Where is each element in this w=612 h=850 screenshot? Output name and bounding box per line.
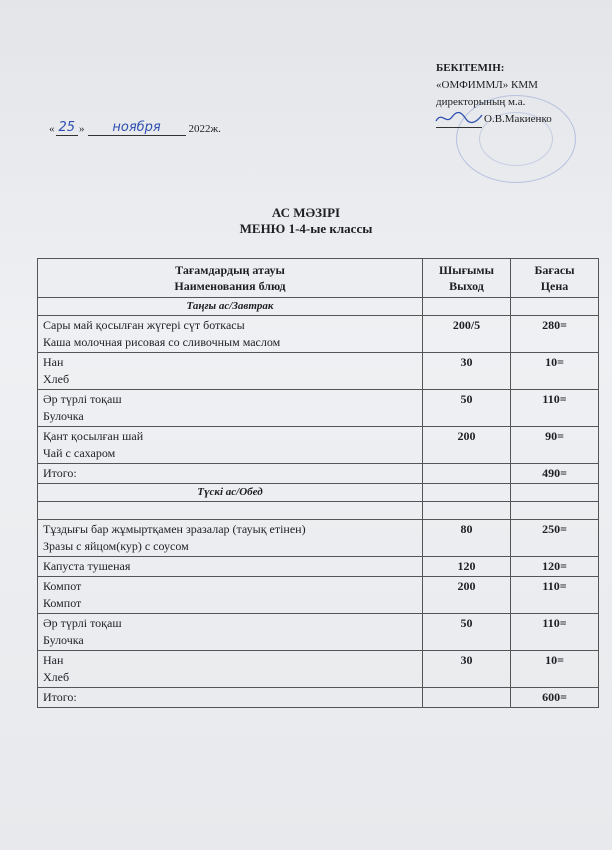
- table-row: [38, 427, 599, 464]
- title-line-ru: МЕНЮ 1-4-ые классы: [239, 221, 373, 236]
- total-row-breakfast: [38, 464, 599, 484]
- header-yield: [423, 259, 511, 298]
- table-header-row: [38, 259, 599, 298]
- dish-name-ru: Хлеб: [43, 372, 70, 386]
- date-open-quote: «: [49, 123, 55, 135]
- empty-cell: [38, 502, 423, 520]
- dish-price: 10=: [511, 353, 599, 390]
- header-yield-kz: Шығымы: [439, 263, 494, 277]
- total-label: Итого:: [38, 688, 423, 708]
- dish-yield: 50: [423, 390, 511, 427]
- dish-name-ru: Компот: [43, 596, 82, 610]
- dish-name-kz: Компот: [43, 579, 82, 593]
- dish-price: 120=: [511, 557, 599, 577]
- dish-name: [38, 390, 423, 427]
- header-price: [511, 259, 599, 298]
- dish-price: 280=: [511, 316, 599, 353]
- dish-yield: 200: [423, 427, 511, 464]
- dish-name: [38, 353, 423, 390]
- menu-table: [37, 258, 599, 708]
- dish-price: 90=: [511, 427, 599, 464]
- header-dish-name: [38, 259, 423, 298]
- table-row: [38, 390, 599, 427]
- dish-name: [38, 316, 423, 353]
- total-row-lunch: [38, 688, 599, 708]
- header-price-kz: Бағасы: [534, 263, 575, 277]
- dish-yield: 30: [423, 651, 511, 688]
- table-row: [38, 557, 599, 577]
- dish-name-ru: Хлеб: [43, 670, 70, 684]
- approval-signer: О.В.Макиенко: [484, 113, 552, 125]
- dish-yield: 30: [423, 353, 511, 390]
- date-close-quote: »: [79, 123, 85, 135]
- approval-heading: БЕКІТЕМІН:: [436, 62, 505, 74]
- dish-name-ru: Зразы с яйцом(кур) с соусом: [43, 539, 189, 553]
- dish-price: 10=: [511, 651, 599, 688]
- table-row: [38, 577, 599, 614]
- total-value: 600=: [511, 688, 599, 708]
- empty-cell: [423, 464, 511, 484]
- section-row-breakfast: [38, 298, 599, 316]
- total-label: Итого:: [38, 464, 423, 484]
- table-row: [38, 316, 599, 353]
- dish-name-kz: Қант қосылған шай: [43, 429, 144, 443]
- total-value: 490=: [511, 464, 599, 484]
- empty-cell: [511, 484, 599, 502]
- section-label-lunch: Түскі ас/Обед: [38, 484, 423, 502]
- dish-name-kz: Әр түрлі тоқаш: [43, 392, 122, 406]
- dish-name-kz: Нан: [43, 653, 64, 667]
- table-row: [38, 353, 599, 390]
- dish-name-kz: Нан: [43, 355, 64, 369]
- dish-price: 110=: [511, 577, 599, 614]
- approval-block: [436, 60, 606, 128]
- title-line-kz: АС МӘЗІРІ: [271, 205, 341, 220]
- dish-name: [38, 557, 423, 577]
- dish-name-kz: Капуста тушеная: [43, 559, 131, 573]
- dish-price: 110=: [511, 390, 599, 427]
- section-row-lunch: [38, 484, 599, 502]
- dish-yield: 50: [423, 614, 511, 651]
- document-date: [48, 120, 222, 136]
- header-yield-ru: Выход: [449, 279, 484, 293]
- empty-cell: [423, 298, 511, 316]
- table-row: [38, 614, 599, 651]
- empty-cell: [423, 484, 511, 502]
- spacer-row: [38, 502, 599, 520]
- dish-name: [38, 651, 423, 688]
- dish-name-kz: Әр түрлі тоқаш: [43, 616, 122, 630]
- header-price-ru: Цена: [540, 279, 569, 293]
- dish-name: [38, 577, 423, 614]
- empty-cell: [511, 298, 599, 316]
- dish-price: 110=: [511, 614, 599, 651]
- dish-name-ru: Каша молочная рисовая со сливочным маслом: [43, 335, 281, 349]
- section-label-breakfast: Таңғы ас/Завтрак: [38, 298, 423, 316]
- menu-title: [0, 205, 612, 237]
- header-dish-name-kz: Тағамдардың атауы: [175, 263, 285, 277]
- dish-name: [38, 520, 423, 557]
- approval-org: «ОМФИММЛ» КММ: [436, 79, 538, 91]
- empty-cell: [423, 502, 511, 520]
- dish-name-kz: Сары май қосылған жүгері сүт боткасы: [43, 318, 245, 332]
- handwritten-signature: [436, 113, 482, 128]
- dish-yield: 200/5: [423, 316, 511, 353]
- dish-price: 250=: [511, 520, 599, 557]
- table-row: [38, 651, 599, 688]
- date-year: 2022ж.: [188, 123, 221, 135]
- date-month: ноября: [88, 120, 186, 136]
- empty-cell: [423, 688, 511, 708]
- dish-name: [38, 427, 423, 464]
- dish-yield: 200: [423, 577, 511, 614]
- dish-name-ru: Булочка: [43, 633, 84, 647]
- dish-name-ru: Булочка: [43, 409, 84, 423]
- dish-name: [38, 614, 423, 651]
- header-dish-name-ru: Наименования блюд: [174, 279, 286, 293]
- dish-name-kz: Тұздығы бар жұмыртқамен зразалар (тауық етінен): [43, 522, 306, 536]
- empty-cell: [511, 502, 599, 520]
- signature-line: [436, 111, 606, 128]
- dish-yield: 120: [423, 557, 511, 577]
- date-day: 25: [56, 120, 79, 136]
- dish-name-ru: Чай с сахаром: [43, 446, 116, 460]
- table-row: [38, 520, 599, 557]
- dish-yield: 80: [423, 520, 511, 557]
- approval-position: директорының м.а.: [436, 96, 526, 108]
